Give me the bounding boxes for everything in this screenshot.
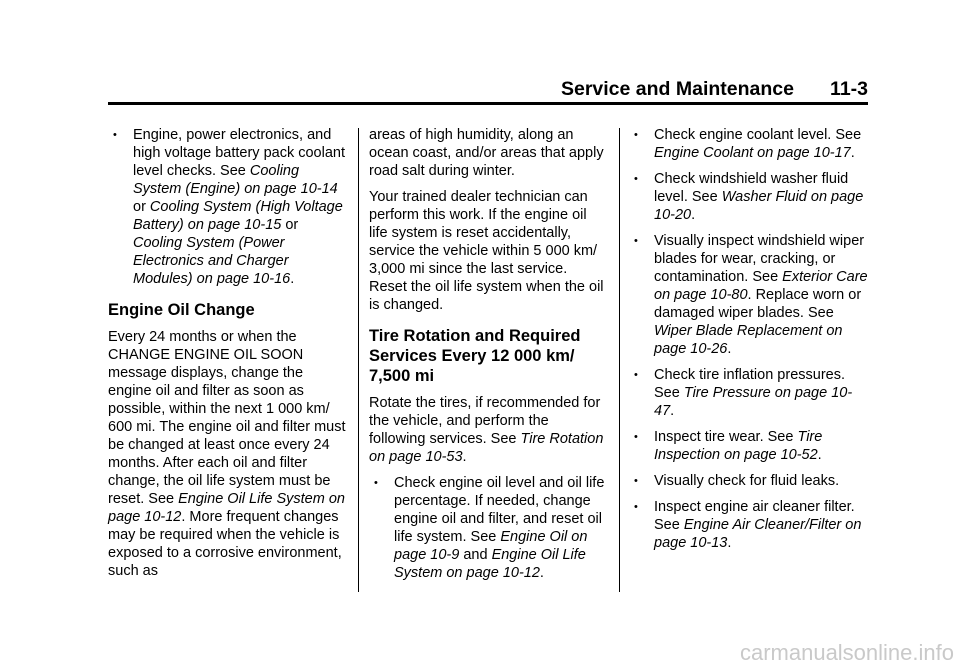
cross-reference-link[interactable]: Washer Fluid on page 10-20 bbox=[654, 189, 864, 223]
paragraph: Rotate the tires, if recommended for the vehicle, and perform the following services. See Tire Rotation on page 10-53. bbox=[369, 395, 604, 465]
cross-reference-link[interactable]: Engine Oil on page 10-9 bbox=[394, 529, 588, 563]
cross-reference-link[interactable]: Cooling System (Engine) on page 10-14 bbox=[133, 163, 338, 197]
bullet-icon: • bbox=[634, 475, 638, 487]
list-item: • Check windshield washer fluid level. See Washer Fluid on page 10-20. bbox=[634, 171, 864, 223]
list-item: • Check engine coolant level. See Engine Coolant on page 10-17. bbox=[634, 127, 862, 161]
column-divider bbox=[619, 128, 620, 592]
bullet-icon: • bbox=[634, 431, 638, 443]
page-header bbox=[108, 78, 868, 100]
cross-reference-link[interactable]: Engine Coolant on page 10-17 bbox=[654, 145, 851, 161]
list-item: • Check engine oil level and oil life percentage. If needed, change engine oil and filter, and reset oil life system. See Engine Oil on page 10-9 and Engine Oil Life System on page 10-12. bbox=[374, 475, 605, 581]
header-rule bbox=[108, 102, 868, 105]
column-2 bbox=[369, 126, 609, 590]
cross-reference-link[interactable]: Engine Oil Life System on page 10-12 bbox=[108, 491, 345, 525]
bullet-icon: • bbox=[634, 501, 638, 513]
cross-reference-link[interactable]: Cooling System (High Voltage Battery) on page 10-15 bbox=[133, 199, 343, 233]
cross-reference-link[interactable]: Exterior Care on page 10-80 bbox=[654, 269, 868, 303]
paragraph: Every 24 months or when the CHANGE ENGINE OIL SOON message displays, change the engine oil and filter as soon as possible, within the next 1 000 km/ 600 mi. The engine oil and filter must be changed at least once every 24 months. After each oil and filter change, the oil life system must be reset. See Engine Oil Life System on page 10-12. More frequent changes may be required when the vehicle is exposed to a corrosive environment, such as bbox=[108, 329, 346, 579]
cross-reference-link[interactable]: Cooling System (Power Electronics and Charger Modules) on page 10-16 bbox=[133, 235, 291, 287]
cross-reference-link[interactable]: Tire Rotation on page 10-53 bbox=[369, 431, 604, 465]
list-item: • Inspect engine air cleaner filter. See Engine Air Cleaner/Filter on page 10-13. bbox=[634, 499, 862, 551]
bullet-icon: • bbox=[374, 477, 378, 489]
paragraph: areas of high humidity, along an ocean coast, and/or areas that apply road salt during winter. bbox=[369, 127, 604, 179]
bullet-icon: • bbox=[634, 235, 638, 247]
heading-tire-rotation: Tire Rotation and Required Services Every 12 000 km/ 7,500 mi bbox=[369, 327, 581, 385]
list-item: • Engine, power electronics, and high voltage battery pack coolant level checks. See Cooling System (Engine) on page 10-14 or Cooling System (High Voltage Battery) on page 10-15 or Cooling System (Power Electronics and Charger Modules) on page 10-16. bbox=[113, 127, 345, 287]
cross-reference-link[interactable]: Tire Inspection on page 10-52 bbox=[654, 429, 823, 463]
column-1 bbox=[108, 126, 350, 588]
paragraph: Your trained dealer technician can perform this work. If the engine oil life system is reset accidentally, service the vehicle within 5 000 km/ 3,000 mi since the last service. Reset the oil life system when the oil is changed. bbox=[369, 189, 604, 313]
bullet-icon: • bbox=[634, 173, 638, 185]
cross-reference-link[interactable]: Engine Air Cleaner/Filter on page 10-13 bbox=[654, 517, 862, 551]
cross-reference-link[interactable]: Engine Oil Life System on page 10-12 bbox=[394, 547, 586, 581]
watermark: carmanualsonline.info bbox=[739, 640, 954, 665]
list-item: • Inspect tire wear. See Tire Inspection on page 10-52. bbox=[634, 429, 823, 463]
list-item: • Visually inspect windshield wiper blades for wear, cracking, or contamination. See Exterior Care on page 10-80. Replace worn or damaged wiper blades. See Wiper Blade Replacement on page 10-26. bbox=[634, 233, 868, 357]
section-title: Service and Maintenance bbox=[560, 78, 794, 100]
page-number: 11-3 bbox=[830, 78, 868, 100]
list-item: • Check tire inflation pressures. See Tire Pressure on page 10-47. bbox=[634, 367, 853, 419]
list-item: • Visually check for fluid leaks. bbox=[634, 473, 840, 489]
column-divider bbox=[358, 128, 359, 592]
heading-engine-oil-change: Engine Oil Change bbox=[108, 301, 255, 319]
bullet-icon: • bbox=[113, 129, 117, 141]
column-3 bbox=[629, 126, 869, 560]
cross-reference-link[interactable]: Wiper Blade Replacement on page 10-26 bbox=[654, 323, 843, 357]
bullet-icon: • bbox=[634, 129, 638, 141]
cross-reference-link[interactable]: Tire Pressure on page 10-47 bbox=[654, 385, 853, 419]
bullet-icon: • bbox=[634, 369, 638, 381]
